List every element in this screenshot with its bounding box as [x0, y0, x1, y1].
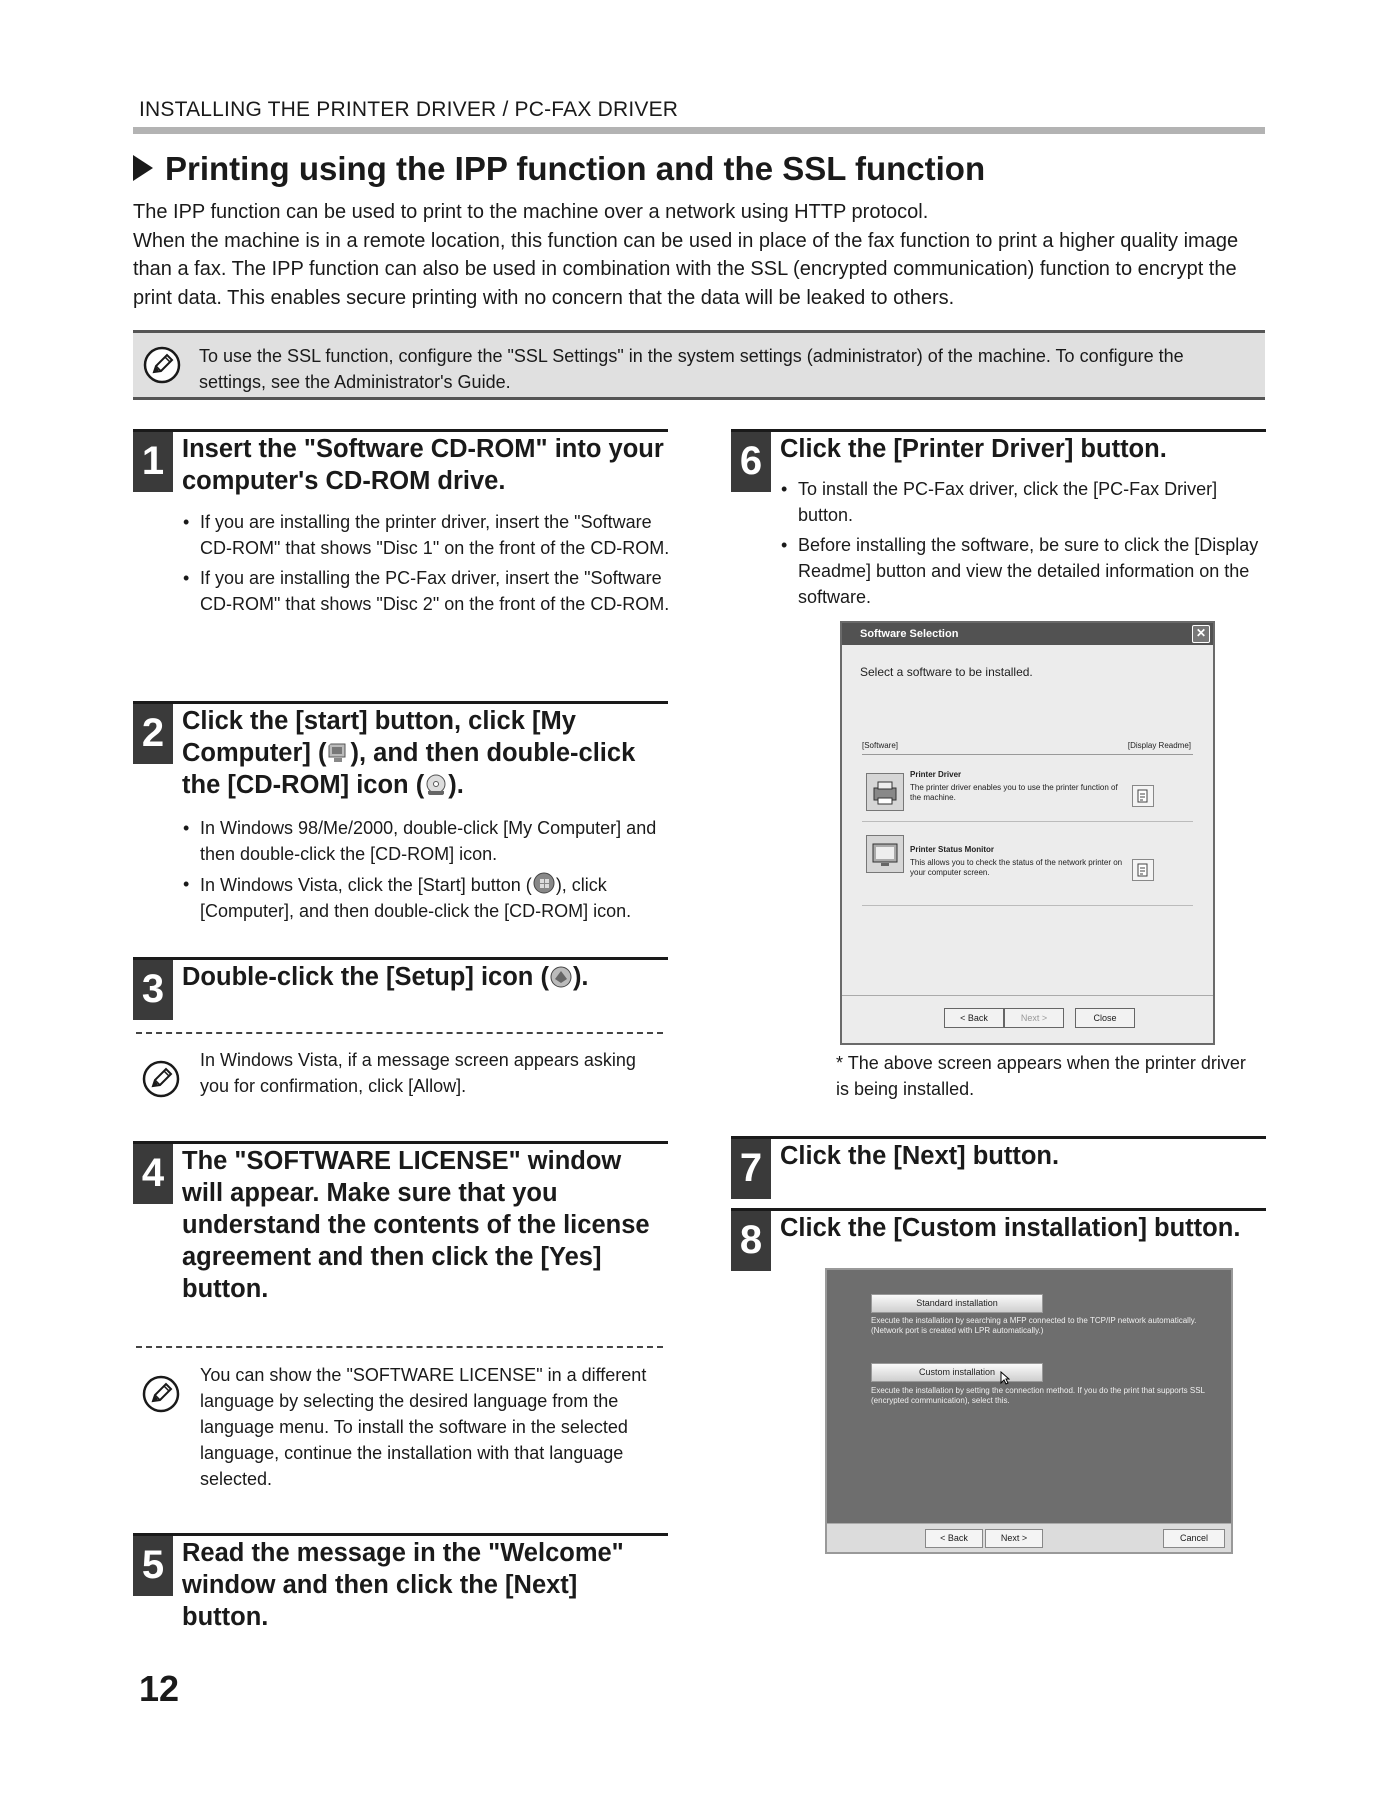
- printer-driver-desc: The printer driver enables you to use the printer function of the machine.: [910, 783, 1118, 802]
- software-selection-dialog: [840, 621, 1215, 1045]
- note-pencil-icon: [143, 346, 181, 384]
- printer-status-monitor-button[interactable]: [866, 835, 904, 873]
- standard-installation-desc: Execute the installation by searching a MFP connected to the TCP/IP network automatically. (Network port is created with LPR automatically.): [871, 1316, 1197, 1335]
- section-title-text: Printing using the IPP function and the SSL function: [165, 150, 986, 187]
- triangle-bullet-icon: [133, 155, 153, 181]
- printer-driver-button[interactable]: [866, 773, 904, 811]
- list-item-part: In Windows Vista, click the [Start] button (: [200, 875, 532, 895]
- installation-type-dialog: [825, 1268, 1233, 1554]
- step-7: [731, 1136, 1266, 1190]
- step-number: 4: [133, 1144, 173, 1204]
- intro-text: [133, 198, 1268, 312]
- printer-driver-name: Printer Driver: [910, 770, 962, 779]
- next-button[interactable]: Next >: [1004, 1008, 1064, 1028]
- step-title-part: ).: [448, 771, 464, 799]
- step-title: Read the message in the "Welcome" window and then click the [Next] button.: [182, 1539, 624, 1631]
- standard-installation-button[interactable]: Standard installation: [871, 1294, 1043, 1313]
- step-title: The "SOFTWARE LICENSE" window will appear. Make sure that you understand the contents of the license agreement and then click the [Yes] button.: [182, 1147, 650, 1303]
- custom-installation-button[interactable]: Custom installation: [871, 1363, 1043, 1382]
- dialog-footer: [827, 1523, 1231, 1552]
- header-rule: [133, 127, 1265, 134]
- step-1: [133, 429, 668, 495]
- running-header: INSTALLING THE PRINTER DRIVER / PC-FAX DRIVER: [139, 98, 679, 121]
- step-1-bullets: [183, 509, 673, 621]
- back-button[interactable]: < Back: [925, 1529, 983, 1548]
- step-number: 3: [133, 960, 173, 1020]
- readme-button-2[interactable]: [1132, 859, 1154, 881]
- my-computer-icon: [326, 741, 350, 765]
- step-number: 5: [133, 1536, 173, 1596]
- caption-mark: *: [836, 1053, 844, 1073]
- step-title: Click the [Custom installation] button.: [780, 1214, 1241, 1242]
- column-header-readme: [Display Readme]: [1127, 741, 1191, 750]
- list-item: • Before installing the software, be sure to click the [Display Readme] button and view the detailed information on the software.: [781, 532, 1266, 610]
- screenshot-caption: [836, 1050, 1256, 1102]
- step-5: [133, 1533, 668, 1631]
- list-item-part: ), click [Computer], and then double-click the [CD-ROM] icon.: [200, 875, 632, 921]
- step-number: 6: [731, 432, 771, 492]
- status-monitor-desc: This allows you to check the status of the network printer on your computer screen.: [910, 858, 1123, 877]
- step-title: [182, 705, 668, 801]
- note-text: To use the SSL function, configure the "SSL Settings" in the system settings (administrator) of the machine. To configure the settings, see the Administrator's Guide.: [199, 346, 1184, 392]
- column-header-software: [Software]: [862, 741, 899, 750]
- intro-paragraph-1: The IPP function can be used to print to the machine over a network using HTTP protocol.: [133, 201, 929, 223]
- page-number: 12: [139, 1668, 180, 1709]
- caption-text: The above screen appears when the printer driver is being installed.: [836, 1053, 1246, 1099]
- step-title-part: Double-click the [Setup] icon (: [182, 963, 549, 991]
- step-title-part: ), and then double-click the [CD-ROM] icon (: [182, 739, 636, 799]
- step-title: [182, 961, 668, 993]
- monitor-icon: [867, 836, 903, 872]
- step-4: [133, 1141, 668, 1303]
- note-pencil-icon: [142, 1060, 180, 1098]
- step-8: [731, 1208, 1266, 1262]
- step-number: 8: [731, 1211, 771, 1271]
- readme-icon: [1133, 786, 1153, 806]
- note-box: [133, 330, 1265, 400]
- step-3: [133, 957, 668, 1011]
- dialog-prompt: Select a software to be installed.: [860, 665, 1033, 679]
- cd-rom-icon: [424, 773, 448, 797]
- divider: [862, 754, 1193, 755]
- step-6: [731, 429, 1266, 483]
- note-pencil-icon: [142, 1375, 180, 1413]
- list-item: • To install the PC-Fax driver, click the [PC-Fax Driver] button.: [781, 476, 1266, 528]
- dashed-divider: [136, 1346, 663, 1348]
- step-title-part: Click the [start] button, click [My Computer] (: [182, 707, 576, 767]
- step-2: [133, 701, 668, 799]
- next-button[interactable]: Next >: [985, 1529, 1043, 1548]
- close-icon[interactable]: ✕: [1192, 625, 1210, 643]
- list-item: [183, 871, 678, 924]
- status-monitor-name: Printer Status Monitor: [910, 845, 995, 854]
- readme-button-1[interactable]: [1132, 785, 1154, 807]
- printer-icon: [867, 774, 903, 810]
- intro-paragraph-2: When the machine is in a remote location, this function can be used in place of the fax function to print a higher quality image than a fax. The IPP function can also be used in combination with the SSL (encrypted communication) function to encrypt the print data. This enables secure printing with no concern that the data will be leaked to others.: [133, 229, 1239, 309]
- list-item: • If you are installing the PC-Fax driver, insert the "Software CD-ROM" that shows "Disc 2" on the front of the CD-ROM.: [183, 565, 673, 617]
- step-title: Insert the "Software CD-ROM" into your computer's CD-ROM drive.: [182, 435, 664, 495]
- step-number: 2: [133, 704, 173, 764]
- step-6-bullets: [781, 476, 1266, 614]
- divider: [842, 995, 1213, 996]
- step-3-note: In Windows Vista, if a message screen appears asking you for confirmation, click [Allow].: [200, 1050, 636, 1096]
- custom-installation-desc: Execute the installation by setting the connection method. If you do the print that supports SSL (encrypted communication), select this.: [871, 1386, 1205, 1405]
- vista-start-icon: [532, 871, 556, 895]
- dashed-divider: [136, 1032, 663, 1034]
- back-button[interactable]: < Back: [944, 1008, 1004, 1028]
- step-title-part: ).: [572, 963, 589, 991]
- step-2-bullets: [183, 815, 678, 928]
- mouse-cursor-icon: [1000, 1371, 1010, 1385]
- list-item: • In Windows 98/Me/2000, double-click [My Computer] and then double-click the [CD-ROM] icon.: [183, 815, 678, 867]
- step-number: 1: [133, 432, 173, 492]
- step-number: 7: [731, 1139, 771, 1199]
- dialog-title-bar: [842, 623, 1213, 645]
- list-item: • If you are installing the printer driver, insert the "Software CD-ROM" that shows "Disc 1" on the front of the CD-ROM.: [183, 509, 673, 561]
- step-title: Click the [Printer Driver] button.: [780, 435, 1167, 463]
- dialog-title: Software Selection: [860, 628, 959, 640]
- step-title: Click the [Next] button.: [780, 1142, 1060, 1170]
- close-button[interactable]: Close: [1075, 1008, 1135, 1028]
- readme-icon: [1133, 860, 1153, 880]
- section-title: [133, 150, 985, 188]
- setup-icon: [549, 965, 573, 989]
- step-4-note: You can show the "SOFTWARE LICENSE" in a different language by selecting the desired language from the language menu. To install the software in the selected language, continue the installation with that language selected.: [200, 1365, 647, 1489]
- divider: [862, 821, 1193, 822]
- divider: [862, 905, 1193, 906]
- cancel-button[interactable]: Cancel: [1163, 1529, 1225, 1548]
